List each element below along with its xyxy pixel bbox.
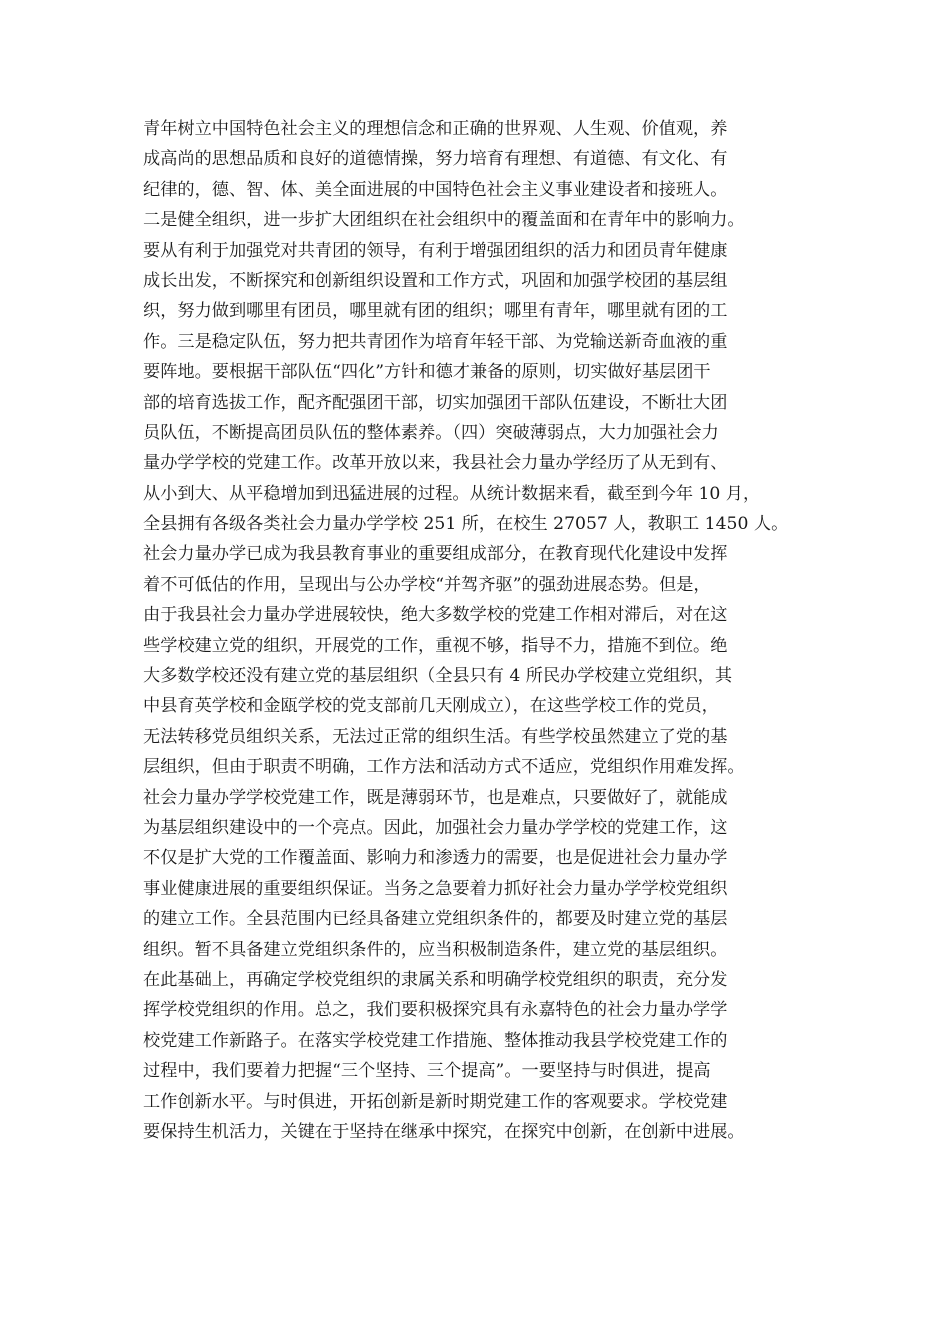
text-line: 校党建工作新路子。在落实学校党建工作措施、整体推动我县学校党建工作的 xyxy=(143,1030,728,1051)
text-line: 二是健全组织，进一步扩大团组织在社会组织中的覆盖面和在青年中的影响力。 xyxy=(143,210,745,231)
text-line: 织，努力做到哪里有团员，哪里就有团的组织；哪里有青年，哪里就有团的工 xyxy=(143,301,728,322)
text-line: 作。三是稳定队伍，努力把共青团作为培育年轻干部、为党输送新奇血液的重 xyxy=(143,331,728,352)
text-line: 社会力量办学学校党建工作，既是薄弱环节，也是难点，只要做好了，就能成 xyxy=(143,787,728,808)
text-line: 量办学学校的党建工作。改革开放以来，我县社会力量办学经历了从无到有、 xyxy=(143,453,728,474)
text-line: 从小到大、从平稳增加到迅猛进展的过程。从统计数据来看，截至到今年 10 月， xyxy=(143,483,761,504)
text-line: 要保持生机活力，关键在于坚持在继承中探究，在探究中创新，在创新中进展。 xyxy=(143,1121,745,1142)
text-line: 事业健康进展的重要组织保证。当务之急要着力抓好社会力量办学学校党组织 xyxy=(143,878,728,899)
text-line: 着不可低估的作用，呈现出与公办学校“并驾齐驱”的强劲进展态势。但是， xyxy=(143,574,711,595)
text-line: 层组织，但由于职责不明确，工作方法和活动方式不适应，党组织作用难发挥。 xyxy=(143,757,745,778)
text-line: 在此基础上，再确定学校党组织的隶属关系和明确学校党组织的职责，充分发 xyxy=(143,969,728,990)
text-line: 纪律的，德、智、体、美全面进展的中国特色社会主义事业建设者和接班人。 xyxy=(143,179,728,200)
text-line: 员队伍，不断提高团员队伍的整体素养。（四）突破薄弱点，大力加强社会力 xyxy=(143,422,719,443)
text-line: 社会力量办学已成为我县教育事业的重要组成部分，在教育现代化建设中发挥 xyxy=(143,544,728,565)
text-line: 部的培育选拔工作，配齐配强团干部，切实加强团干部队伍建设，不断壮大团 xyxy=(143,392,728,413)
text-line: 不仅是扩大党的工作覆盖面、影响力和渗透力的需要，也是促进社会力量办学 xyxy=(143,848,728,869)
text-line: 无法转移党员组织关系，无法过正常的组织生活。有些学校虽然建立了党的基 xyxy=(143,726,728,747)
text-line: 些学校建立党的组织，开展党的工作，重视不够，指导不力，措施不到位。绝 xyxy=(143,635,728,656)
text-line: 大多数学校还没有建立党的基层组织（全县只有 4 所民办学校建立党组织，其 xyxy=(143,666,733,687)
text-line: 组织。暂不具备建立党组织条件的，应当积极制造条件，建立党的基层组织。 xyxy=(143,939,728,960)
text-line: 成高尚的思想品质和良好的道德情操，努力培育有理想、有道德、有文化、有 xyxy=(143,149,728,170)
text-line: 的建立工作。全县范围内已经具备建立党组织条件的，都要及时建立党的基层 xyxy=(143,909,728,930)
text-line: 为基层组织建设中的一个亮点。因此，加强社会力量办学学校的党建工作，这 xyxy=(143,817,728,838)
text-line: 要阵地。要根据干部队伍“四化”方针和德才兼备的原则，切实做好基层团干 xyxy=(143,362,711,383)
text-line: 中县育英学校和金瓯学校的党支部前几天刚成立），在这些学校工作的党员， xyxy=(143,696,719,717)
text-line: 全县拥有各级各类社会力量办学学校 251 所，在校生 27057 人，教职工 1450 人。 xyxy=(143,514,789,535)
text-line: 要从有利于加强党对共青团的领导，有利于增强团组织的活力和团员青年健康 xyxy=(143,240,728,261)
body-text xyxy=(143,114,833,1147)
text-line: 过程中，我们要着力把握“三个坚持、三个提高”。一要坚持与时俱进，提高 xyxy=(143,1061,711,1082)
text-line: 工作创新水平。与时俱进，开拓创新是新时期党建工作的客观要求。学校党建 xyxy=(143,1091,728,1112)
text-line: 挥学校党组织的作用。总之，我们要积极探究具有永嘉特色的社会力量办学学 xyxy=(143,1000,728,1021)
text-line: 由于我县社会力量办学进展较快，绝大多数学校的党建工作相对滞后，对在这 xyxy=(143,605,728,626)
text-line: 成长出发，不断探究和创新组织设置和工作方式，巩固和加强学校团的基层组 xyxy=(143,270,728,291)
text-line: 青年树立中国特色社会主义的理想信念和正确的世界观、人生观、价值观，养 xyxy=(143,119,728,139)
